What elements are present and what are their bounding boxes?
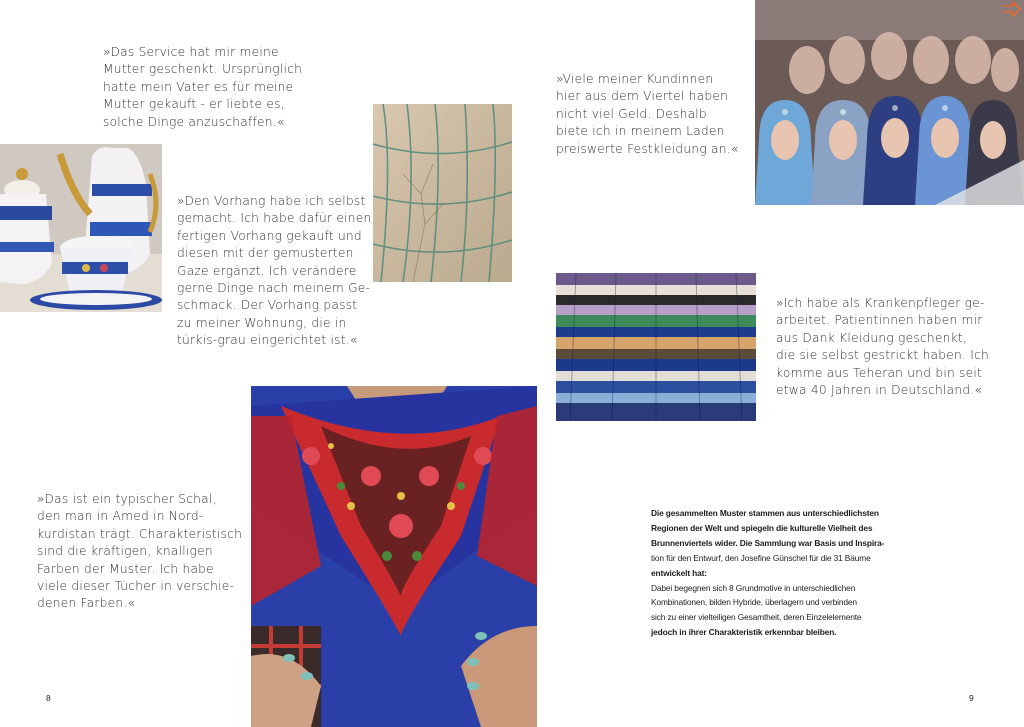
pattern-info-text bbox=[651, 506, 921, 640]
info-normal-1: tion für den Entwurf, den Josefine Günschel für die 31 Bäume bbox=[651, 552, 871, 563]
info-normal-2: Dabei begegnen sich 8 Grundmotive in unterschiedlichen Kombinationen, bilden Hybride, überlagern und verbinden sich zu einer vielteiligen Gesamtheit, deren Einzelelemente bbox=[651, 582, 862, 623]
quote-shop: »Viele meiner Kundinnen hier aus dem Viertel haben nicht viel Geld. Deshalb biete ich in meinem Laden preiswerte Festkleidung an.« bbox=[556, 72, 739, 156]
info-bold-3: jedoch in ihrer Charakteristik erkennbar bleiben. bbox=[651, 627, 837, 638]
quote-scarf: »Das ist ein typischer Schal, den man in Amed in Nord- kurdistan trägt. Charakteristisch sind die kräftigen, knalligen Farben der Muster. Ich habe viele dieser Tücher in verschie- denen Farben.« bbox=[37, 492, 243, 611]
quote-knit: »Ich habe als Krankenpfleger ge- arbeitet. Patientinnen haben mir aus Dank Kleidung geschenkt, die sie selbst gestrickt haben. Ich komme aus Teheran und bin seit etwa 40 Jahren in Deutschland.« bbox=[776, 296, 989, 398]
quote-curtain: »Den Vorhang habe ich selbst gemacht. Ich habe dafür einen fertigen Vorhang gekauft und diesen mit der gemusterten Gaze ergänzt. Ich verändere gerne Dinge nach meinem Ge- schmack. Der Vorhang passt zu meiner Wohnung, die in türkis-grau eingerichtet ist.« bbox=[177, 194, 372, 348]
info-bold-2: entwickelt hat: bbox=[651, 567, 707, 578]
curtain-photo bbox=[373, 104, 512, 282]
page-number-left: 8 bbox=[46, 693, 51, 703]
teaset-photo bbox=[0, 144, 162, 312]
hijab-mannequins-photo bbox=[755, 0, 1024, 205]
knitted-fabric-photo bbox=[556, 273, 756, 421]
page-number-right: 9 bbox=[969, 693, 974, 703]
info-bold-1: Die gesammelten Muster stammen aus unterschiedlichsten Regionen der Welt und spiegeln die kulturelle Vielheit des Brunnenviertels wider. Die Sammlung war Basis und Inspira- bbox=[651, 508, 885, 548]
scarf-photo bbox=[251, 386, 537, 727]
arrow-forward-icon[interactable] bbox=[1000, 0, 1022, 18]
quote-service: »Das Service hat mir meine Mutter geschenkt. Ursprünglich hatte mein Vater es für meine Mutter gekauft - er liebte es, solche Dinge anzuschaffen.« bbox=[103, 45, 303, 129]
